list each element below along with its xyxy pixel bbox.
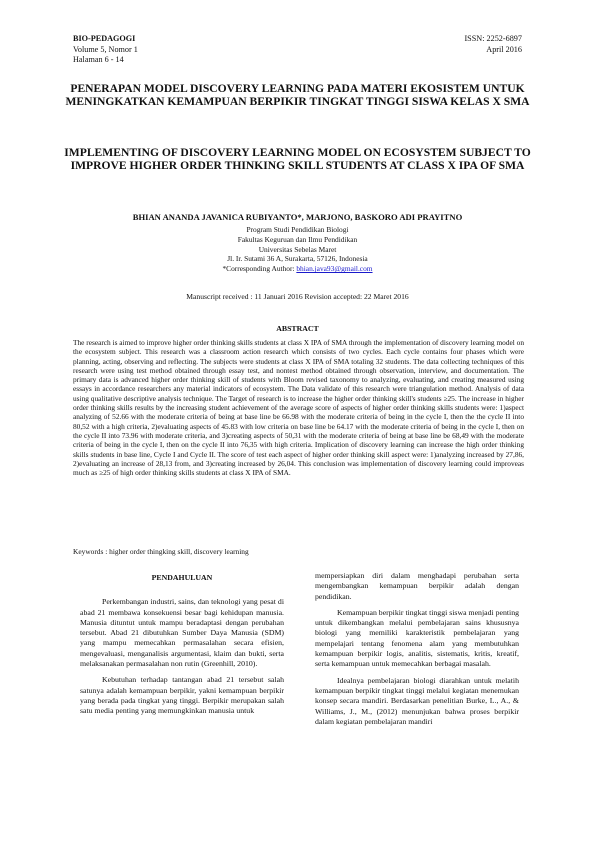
journal-issn: ISSN: 2252-6897 — [464, 34, 522, 43]
manuscript-dates: Manuscript received : 11 Januari 2016 Revision accepted: 22 Maret 2016 — [186, 292, 409, 301]
body-paragraph: Idealnya pembelajaran biologi diarahkan untuk melatih kemampuan berpikir tingkat tinggi melalui kegiatan menemukan konsep secara mandiri. Berdasarkan penelitian Burke, L., A., & Williams, J., M., (2012) menunjukan bahwa proses berpikir dalam kegiatan pembelajaran mandiri — [315, 675, 519, 726]
body-paragraph: Perkembangan industri, sains, dan teknologi yang pesat di abad 21 membawa konsekuensi besar bagi kehidupan manusia. Manusia dituntut untuk mampu beradaptasi dengan perubahan tersebut. Abad 21 dibutuhkan Sumber Daya Manusia (SDM) yang mampu memecahkan permasalahan secara efisien, mengevaluasi, menganalisis argumentasi, klaim dan bukti, serta melaksanakan permasalahan non rutin (Greenhill, 2010). — [80, 597, 284, 669]
keywords-line: Keywords : higher order thingking skill, discovery learning — [73, 547, 249, 556]
body-column-right — [315, 571, 519, 733]
title-indonesian: PENERAPAN MODEL DISCOVERY LEARNING PADA MATERI EKOSISTEM UNTUK MENINGKATKAN KEMAMPUAN BERPIKIR TINGKAT TINGGI SISWA KELAS X SMA — [65, 82, 530, 109]
title-english: IMPLEMENTING OF DISCOVERY LEARNING MODEL ON ECOSYSTEM SUBJECT TO IMPROVE HIGHER ORDER THINKING SKILL STUDENTS AT CLASS X IPA OF SMA — [64, 146, 531, 173]
journal-pages: Halaman 6 - 14 — [73, 55, 124, 64]
affiliation-faculty: Fakultas Keguruan dan Ilmu Pendidikan — [237, 234, 358, 244]
journal-header-right — [464, 34, 522, 55]
corresponding-label: *Corresponding Author: — [222, 264, 297, 274]
body-paragraph: mempersiapkan diri dalam menghadapi perubahan serta mengembangkan kemampuan berpikir adalah dengan pendidikan. — [315, 571, 519, 601]
section-heading: PENDAHULUAN — [151, 573, 213, 582]
affiliation-university: Universitas Sebelas Maret — [258, 244, 337, 254]
body-column-left — [80, 573, 284, 723]
journal-name: BIO-PEDAGOGI — [73, 34, 136, 43]
journal-volume: Volume 5, Nomor 1 — [73, 44, 138, 54]
body-paragraph: Kemampuan berpikir tingkat tinggi siswa menjadi penting untuk dikembangkan melalui pembelajaran sains khususnya biologi yang memiliki karakteristik pembelajaran yang mempelajari tentang fenomena alam yang membutuhkan kemampuan berpikir logis, analitis, sistematis, kritis, kreatif, serta kemampuan untuk memecahkan berbagai masalah. — [315, 607, 519, 669]
abstract-heading: ABSTRACT — [276, 324, 319, 333]
abstract-text: The research is aimed to improve higher order thinking skills students at class X IPA of SMA through the implementation of discovery learning model on the ecosystem subject. This research was a classroom action research which consists of two cycles. Each cycle contains four phases which were planning, acting, observing and reflecting. The subjects were students at class X IPA of SMA totaling 32 students. The data collecting techniques of this research were using test method obtained through essay test, and nontest method obtained through observation, interview, and documentation. The primary data is advanced higher order thinking skill of students with Bloom revised taxonomy to analyzing, evaluating, and creating measured using essays in accordance researchers any material indicators of ecosystem. The Data validate of this research were triangulation method. Analysis of data using qualitative descriptive analysis technique. The Target of research is to increase the higher order thinking skill's students ≥25. The increase in higher order thinking skills results by the increasing student achievement of the average score of aspects of higher order thinking skills students were: 1)aspect analyzing of 52.66 with the moderate criteria of being at base line be 66.98 with the moderate criteria of being in the cycle I, then the the cycle II into 80,52 with a high criteria, 2)evaluating aspects of 45.83 with low criteria on base line be 64.17 with the moderate criteria of being in the cycle I, then on the cycle II into 73.96 with moderate criteria, and 3)creating aspects of 50,31 with the moderate criteria of being at base line be 68,49 with the moderate criteria of being in the cycle I, then on the cycle II into 76,35 with high criteria. Implication of discovery learning can increase the high order thinking skills students in base line, Cycle I and Cycle II. The score of test each aspect of higher order thinking skill aspect were: 1)analyzing increased by 27,86, 2)evaluating an increase of 28,13 from, and 3)creating increased by 26,04. This conclusion was implementation of discovery learning could improveas much as ≥25 of high order thinking skills students at class X IPA of SMA. — [73, 338, 524, 478]
corresponding-author — [60, 264, 535, 274]
journal-date: April 2016 — [486, 44, 522, 54]
affiliation-program: Program Studi Pendidikan Biologi — [246, 225, 349, 234]
affiliation-block — [60, 225, 535, 274]
body-paragraph: Kebutuhan terhadap tantangan abad 21 tersebut salah satunya adalah kemampuan berpikir, yakni kemampuan berpikir yang berada pada tingkat yang tinggi. Berpikir merupakan salah satu media penting yang memungkinkan manusia untuk — [80, 675, 284, 716]
author-list: BHIAN ANANDA JAVANICA RUBIYANTO*, MARJONO, BASKORO ADI PRAYITNO — [132, 212, 463, 222]
journal-header-left — [73, 34, 138, 66]
author-email-link[interactable]: bhian.java93@gmail.com — [296, 264, 373, 274]
affiliation-address: Jl. Ir. Sutami 36 A, Surakarta, 57126, Indonesia — [227, 254, 368, 264]
